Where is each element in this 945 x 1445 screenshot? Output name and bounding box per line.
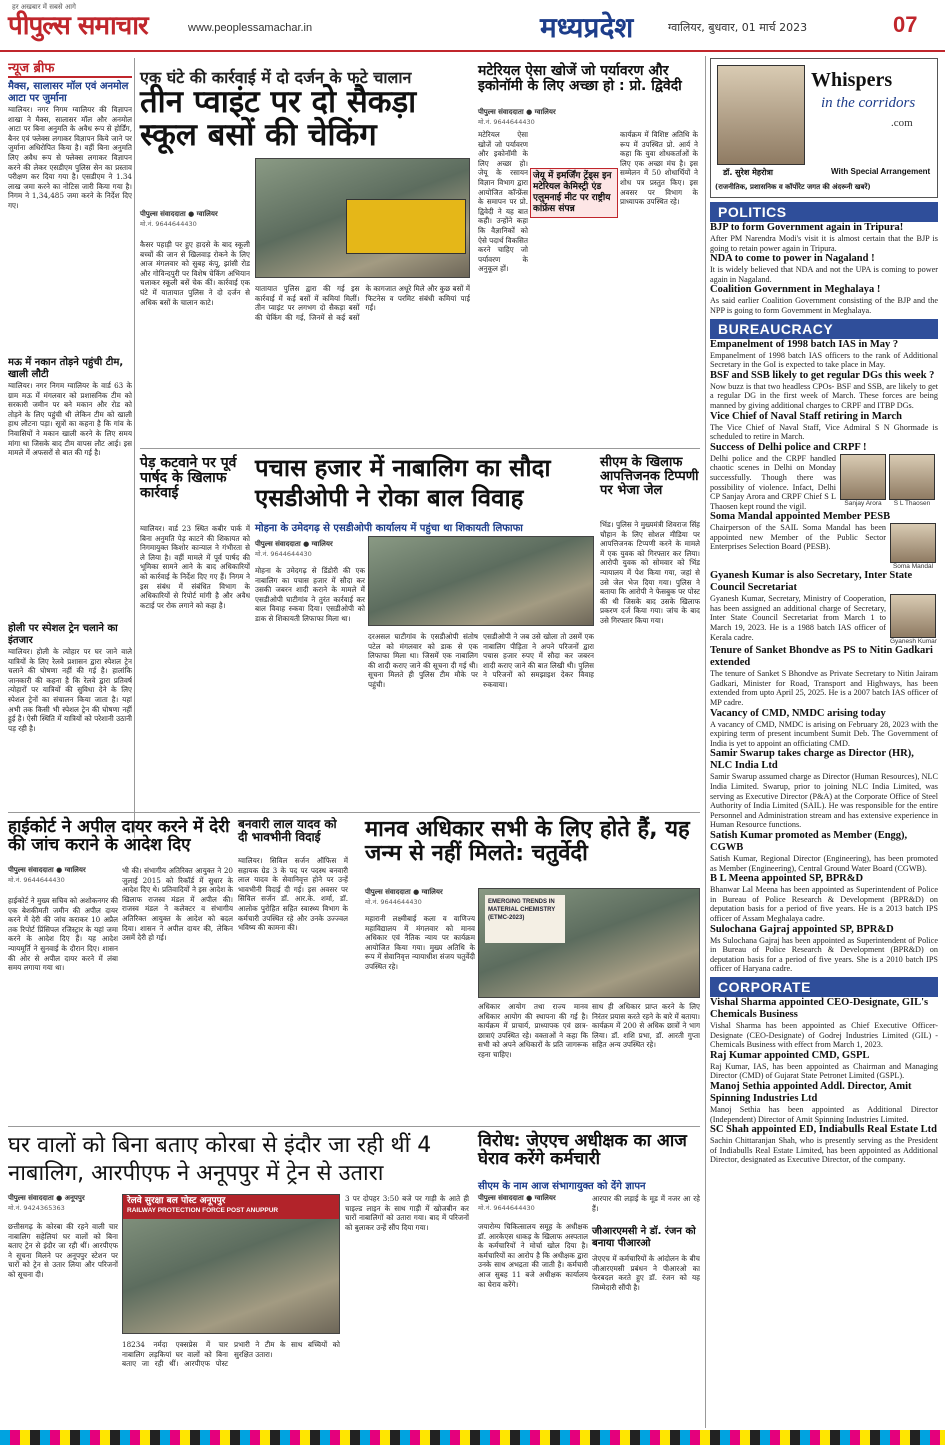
brief-text-2: ग्वालियर। नगर निगम ग्वालियर के वार्ड 63 के ग्राम मऊ में मंगलवार को प्रशासनिक टीम को सरकारी जमीन पर बने मकान और रोड को तोड़ने के लिए पहुंची थी लेकिन टीम को खाली हाथ लौटना पड़ा। सूत्रों का कहना है कि गांव के निवासियों ने मकान खाली करने के लिए समय मांगा था जिसके बाद टीम वापस लौट आई। इस मामले में अफसरों से बात की गई है। <box>8 381 132 458</box>
byline-text: पीपुल्स संवाददाता ● अनूपपुर <box>8 1194 85 1202</box>
material-byline <box>478 108 588 126</box>
bureaucracy-headline-4[interactable]: Success of Delhi police and CRPF ! <box>710 441 867 453</box>
politics-text-1: After PM Narendra Modi's visit it is almost certain that the BJP is going to retain power again in Tripura. <box>710 234 938 253</box>
sl-thaosen-photo <box>889 454 935 500</box>
material-text-1: मटेरियल ऐसा खोजें जो पर्यावरण और इकोनॉमी के लिए अच्छा हो। जेयू के रसायन विज्ञान विभाग द्वारा आयोजित कॉन्फ्रेंस के समापन पर प्रो. द्विवेदी ने यह बात कही। उन्होंने कहा कि वैज्ञानिकों को ऐसे पदार्थ विकसित करने चाहिए जो पर्यावरण के अनुकूल हों। <box>478 130 528 274</box>
farewell-headline[interactable]: बनवारी लाल यादव को दी भावभीनी विदाई <box>238 817 337 844</box>
corporate-text-2: Raj Kumar, IAS, has been appointed as Chairman and Managing Director (CMD) of Gujarat State Petronet Limited (GSPL). <box>710 1061 938 1081</box>
school-bus-kicker: एक घंटे की कार्रवाई में दो दर्जन के फटे चालान <box>140 68 412 87</box>
corporate-section-bar: CORPORATE <box>710 977 938 997</box>
child-marriage-text-1: मोहना के उमेदगढ़ से डिंडोरी की एक नाबालिग का पचास हजार में सौदा कर उसकी जबरन शादी कराने के मामले में एसडीओपी घाटीगांव ने तुरंत कार्रवाई कर बाल विवाह रुकवा दिया। एसडीओपी को डाक से शिकायती लिफाफा मिला था। <box>255 566 365 623</box>
bureaucracy-headline-7[interactable]: Tenure of Sanket Bhondve as PS to Nitin Gadkari extended <box>710 645 933 669</box>
whispers-title: Whispers <box>811 69 893 91</box>
human-rights-photo <box>478 888 700 998</box>
corporate-headline-1[interactable]: Vishal Sharma appointed CEO-Designate, GIL's Chemicals Business <box>710 996 929 1020</box>
school-bus-headline[interactable]: तीन प्वाइंट पर दो सैकड़ा स्कूल बसों की चेकिंग <box>140 84 417 154</box>
bureaucracy-headline-5[interactable]: Soma Mandal appointed Member PESB <box>710 511 891 523</box>
tree-cutting-text: ग्वालियर। वार्ड 23 स्थित कबीर पार्क में बिना अनुमति पेड़ काटने की शिकायत को निगमायुक्त किशोर कान्याल ने गंभीरता से ले लिया है। वहीं मामले में पूर्व पार्षद की भूमिका सामने आने के बाद अधिकारियों को कार्रवाई के निर्देश दिए गए हैं। निगम ने इस संबंध में संबंधित विभाग के अधिकारियों से रिपोर्ट मांगी है और अवैध कटाई पर रोक लगाने को कहा है। <box>140 524 250 610</box>
byline-phone: मो.नं. 9644644430 <box>478 118 535 126</box>
photo-caption: S L Thaosen <box>893 499 931 507</box>
grmc-pro-text: जेएएच में कर्मचारियों के आंदोलन के बीच जीआरएमसी प्रबंधन ने पीआरओ का फेरबदल करते हुए डॉ. रंजन को यह जिम्मेदारी सौंपी है। <box>592 1254 700 1292</box>
section-title: मध्यप्रदेश <box>540 11 634 44</box>
high-court-byline <box>8 866 118 884</box>
korba-text-1: छत्तीसगढ़ के कोरबा की रहने वाली चार नाबालिग सहेलियां घर वालों को बिना बताए ट्रेन से इंदौर जा रही थीं। आरपीएफ ने सूचना मिलने पर अनूपपुर स्टेशन पर चारों को ट्रेन से उतार लिया और परिजनों को सूचना दी। <box>8 1222 118 1279</box>
byline-text: पीपुल्स संवाददाता ● ग्वालियर <box>478 108 556 116</box>
cm-comment-headline[interactable]: सीएम के खिलाफ आपत्तिजनक टिप्पणी पर भेजा जेल <box>600 455 699 499</box>
bureaucracy-text-6: Gyanesh Kumar, Secretary, Ministry of Cooperation, has been assigned an additional charge of Secretary, Inter State Council Secretariat from March 1 to March 19, 2023. He is a 1988 batch IAS officer of Kerala cadre. <box>710 594 886 642</box>
byline-phone: मो.नं. 9424365363 <box>8 1204 65 1212</box>
politics-text-3: As said earlier Coalition Government consisting of the BJP and the NPP is going to form Government in Meghalaya. <box>710 296 938 315</box>
korba-text-2: 18234 नर्मदा एक्सप्रेस में चार नाबालिग लड़कियां घर वालों को बिना बताए जा रही थीं। आरपीएफ पोस्ट प्रभारी ने टीम के साथ बच्चियों को सुरक्षित उतारा। <box>122 1340 340 1369</box>
whispers-domain: .com <box>891 117 913 129</box>
cm-comment-text: भिंड। पुलिस ने मुख्यमंत्री शिवराज सिंह चौहान के लिए सोशल मीडिया पर आपत्तिजनक टिप्पणी करने के मामले में एक युवक को गिरफ्तार कर लिया। आरोपी युवक को सोमवार को भिंड न्यायालय में पेश किया गया, जहां से उसे जेल भेज दिया गया। पुलिस ने बताया कि आरोपी ने फेसबुक पर पोस्ट की थी जिसके बाद उसके खिलाफ प्रकरण दर्ज किया गया। जांच के बाद उसे गिरफ्तार किया गया। <box>600 520 700 625</box>
photo-caption: Soma Mandal <box>892 563 934 571</box>
material-text-2: कार्यक्रम में विशिष्ट अतिथि के रूप में उपस्थित प्रो. आर्य ने कहा कि युवा शोधकर्ताओं के लिए एक अच्छा मंच है। इस सम्मेलन में 50 शोधार्थियों ने शोध पत्र प्रस्तुत किए। इस अवसर पर विभाग के प्राध्यापक उपस्थित रहे। <box>620 130 698 207</box>
high-court-text-2: भी की। संभागीय अतिरिक्त आयुक्त ने 20 जुलाई 2015 को रिकॉर्ड में सुधार के आदेश दिए थे। प्रतिवादियों ने इस आदेश के खिलाफ राजस्व मंडल में अपील की। राजस्व मंडल ने कलेक्टर व संभागीय अतिरिक्त आयुक्त के आदेश को बदल दिया। शासन ने अपील दायर की, लेकिन उसमें देरी हो गई। <box>122 866 233 943</box>
rpf-sign <box>123 1195 339 1219</box>
corporate-text-4: Sachin Chittaranjan Shah, who is presently serving as the President of Indiabulls Real Estate Limited, has been appointed as Additional Director, designated as Executive Director, of the company. <box>710 1136 938 1165</box>
bureaucracy-text-8: A vacancy of CMD, NMDC is arising on February 28, 2023 with the expiring term of present incumbent Sumit Deb. The Government of India is yet to appoint an officiating CMD. <box>710 719 938 748</box>
politics-headline-2[interactable]: NDA to come to power in Nagaland ! <box>710 253 875 265</box>
print-color-strip <box>0 1430 945 1445</box>
politics-text-2: It is widely believed that NDA and not the UPA is coming to power again in Nagaland. <box>710 265 938 284</box>
human-rights-text-3: साथ ही अधिकार प्राप्त करने के लिए निरंतर प्रयास करते रहने के बारे में बताया। कार्यक्रम में 200 से अधिक छात्रों ने भाग लिया। डॉ. शशि प्रभा, डॉ. आरती गुप्ता सहित अन्य उपस्थित रहे। <box>592 1002 700 1050</box>
material-conference-headline[interactable]: मटेरियल ऐसा खोजें जो पर्यावरण और इकोनॉमी के लिए अच्छा हो : प्रो. द्विवेदी <box>478 63 682 95</box>
grmc-pro-headline[interactable]: जीआरएमसी ने डॉ. रंजन को बनाया पीआरओ <box>592 1226 696 1249</box>
farewell-text: ग्वालियर। सिविल सर्जन ऑफिस में सहायक ग्रेड 3 के पद पर पदस्थ बनवारी लाल यादव के सेवानिवृत्त होने पर उन्हें भावभीनी विदाई दी गई। इस अवसर पर सिविल सर्जन डॉ. आर.के. शर्मा, डॉ. आलोक पुरोहित सहित स्वास्थ्य विभाग के कर्मचारी उपस्थित रहे और उनके उज्ज्वल भविष्य की कामना की। <box>238 856 348 933</box>
bureaucracy-headline-6[interactable]: Gyanesh Kumar is also Secretary, Inter State Council Secretariat <box>710 570 913 594</box>
news-brief-column <box>8 58 132 838</box>
school-bus-text-2: यातायात पुलिस द्वारा की गई इस कार्रवाई में कई बसों में कमियां मिलीं। तीन प्वाइंट पर लगभग दो सैकड़ा बसों की चेकिंग की गई, जिनमें से कई बसों के कागजात अधूरे मिले और कुछ बसों में फिटनेस व परमिट संबंधी कमियां पाई गईं। <box>255 284 470 322</box>
corporate-headline-3[interactable]: Manoj Sethia appointed Addl. Director, Amit Spinning Industries Ltd <box>710 1080 912 1104</box>
corporate-text-3: Manoj Sethia has been appointed as Additional Director (Independent) Director of Amit Spinning Industries Limited. <box>710 1104 938 1124</box>
bureaucracy-text-4: Delhi police and the CRPF handled chaotic scenes in Delhi on Monday successfully. Though there was possibility of violence. Infact, Delhi CP Sanjay Arora and CRPF Chief S L Thaosen kept round the vigil. <box>710 453 836 511</box>
byline-phone: मो.नं. 9644644430 <box>365 898 422 906</box>
bureaucracy-headline-3[interactable]: Vice Chief of Naval Staff retiring in March <box>710 410 902 422</box>
bureaucracy-headline-2[interactable]: BSF and SSB likely to get regular DGs this week ? <box>710 369 935 381</box>
soma-mandal-photo <box>890 523 936 563</box>
child-marriage-text-3: एसडीओपी ने जब उसे खोला तो उसमें एक नाबालिग पीड़िता ने अपने परिजनों द्वारा पचास हजार रुपए में सौदा कर जबरन शादी कराए जाने की बात लिखी थी। पुलिस ने परिजनों को समझाइश देकर विवाह रुकवाया। <box>483 632 594 689</box>
whispers-subtitle: in the corridors <box>821 95 916 111</box>
human-rights-byline <box>365 888 475 906</box>
bureaucracy-headline-1[interactable]: Empanelment of 1998 batch IAS in May ? <box>710 338 899 350</box>
byline-phone: मो.नं. 9644644430 <box>478 1204 535 1212</box>
conference-banner: EMERGING TRENDS IN MATERIAL CHEMISTRY (ETMC-2023) <box>485 895 565 943</box>
child-marriage-subhead: मोहना के उमेदगढ़ से एसडीओपी कार्यालय में पहुंचा था शिकायती लिफाफा <box>255 523 523 534</box>
korba-rpf-headline[interactable]: घर वालों को बिना बताए कोरबा से इंदौर जा रही थीं 4 नाबालिग, आरपीएफ ने अनूपपुर में ट्रेन से उतारा <box>8 1133 432 1186</box>
bureaucracy-headline-8[interactable]: Vacancy of CMD, NMDC arising today <box>710 707 886 719</box>
byline-phone: मो.नं. 9644644430 <box>8 876 65 884</box>
tree-cutting-headline[interactable]: पेड़ कटवाने पर पूर्व पार्षद के खिलाफ कार्रवाई <box>140 455 237 502</box>
bureaucracy-text-5: Chairperson of the SAIL Soma Mandal has been appointed new Member of the Public Sector Enterprises Selection Board (PESB). <box>710 523 886 552</box>
child-marriage-text-2: दरअसल घाटीगांव के एसडीओपी संतोष पटेल को मंगलवार को डाक से एक लिफाफा मिला था। जिसमें एक नाबालिग की शादी कराए जाने की सूचना दी गई थी। सूचना मिलते ही पुलिस टीम मौके पर पहुंची। <box>368 632 478 689</box>
bureaucracy-headline-11[interactable]: B L Meena appointed SP, BPR&D <box>710 873 864 885</box>
byline-text: पीपुल्स संवाददाता ● ग्वालियर <box>478 1194 556 1202</box>
whispers-content <box>710 202 938 1428</box>
gyanesh-kumar-photo <box>890 594 936 638</box>
corporate-headline-2[interactable]: Raj Kumar appointed CMD, GSPL <box>710 1049 870 1061</box>
columnist-name: डॉ. सुरेश मेहरोत्रा <box>723 168 773 177</box>
issue-date: ग्वालियर, बुधवार, 01 मार्च 2023 <box>668 21 808 34</box>
jah-protest-byline <box>478 1194 588 1212</box>
row-divider <box>8 1126 700 1127</box>
website-url[interactable]: www.peoplessamachar.in <box>188 22 313 34</box>
byline-phone: मो.नं. 9644644430 <box>255 550 312 558</box>
photo-caption: Sanjay Arora <box>844 499 882 507</box>
child-marriage-headline-1[interactable]: पचास हजार में नाबालिग का सौदा <box>255 454 551 482</box>
human-rights-text-2: अधिकार आयोग तथा राज्य मानव अधिकार आयोग की स्थापना की गई है। कार्यक्रम में प्राचार्य, प्राध्यापक एवं छात्र-छात्राएं उपस्थित रहे। वक्ताओं ने कहा कि सभी को अपने अधिकारों के प्रति जागरूक रहना चाहिए। <box>478 1002 588 1059</box>
high-court-headline[interactable]: हाईकोर्ट ने अपील दायर करने में देरी की जांच कराने के आदेश दिए <box>8 817 230 856</box>
school-bus-photo <box>255 158 470 278</box>
politics-headline-1[interactable]: BJP to form Government again in Tripura! <box>710 222 904 233</box>
whispers-tagline: (राजनीतिक, प्रशासनिक व कॉर्पोरेट जगत की अंदरूनी खबरें) <box>715 183 871 191</box>
korba-byline <box>8 1194 118 1212</box>
child-marriage-headline-2[interactable]: एसडीओपी ने रोका बाल विवाह <box>255 484 524 512</box>
byline-text: पीपुल्स संवाददाता ● ग्वालियर <box>140 210 218 218</box>
column-divider <box>134 58 135 838</box>
row-divider <box>8 812 700 813</box>
byline-text: पीपुल्स संवाददाता ● ग्वालियर <box>8 866 86 874</box>
brief-text-3: ग्वालियर। होली के त्योहार पर घर जाने वाले यात्रियों के लिए रेलवे प्रशासन द्वारा स्पेशल ट्रेन चलाने की घोषणा नहीं की गई है। हालांकि जानकारी की कहना है कि रेलवे द्वारा प्रतिवर्ष त्योहारों पर यात्रियों की सुविधा देने के लिए स्पेशल ट्रेनों का संचालन किया जाता है। यहां अभी तक किसी भी स्पेशल ट्रेन की घोषणा नहीं हुई है। ऐसी स्थिति में यात्रियों को परेशानी उठानी पड़ रही है। <box>8 647 132 733</box>
bureaucracy-headline-9[interactable]: Samir Swarup takes charge as Director (HR), NLC India Ltd <box>710 748 914 772</box>
high-court-text-1: हाईकोर्ट ने मुख्य सचिव को अशोकनगर की एक बेशकीमती जमीन की अपील दायर करने में देरी की जांच कराकर 10 अप्रैल तक रिपोर्ट प्रिंसिपल रजिस्ट्रार के यहां जमा करने के आदेश दिए हैं। यह आदेश न्यायमूर्ति ने सुनवाई के दौरान दिए। शासन की ओर से अपील दायर करने में लंबा समय लगाया गया था। <box>8 896 118 973</box>
news-brief-label: न्यूज ब्रीफ <box>8 58 132 78</box>
school-bus-byline <box>140 210 250 228</box>
column-divider <box>705 56 706 1428</box>
rpf-station-photo <box>122 1194 340 1334</box>
corporate-text-1: Vishal Sharma has been appointed as Chief Executive Officer- Designate (CEO-Designate) of Godrej Industries Limited (GIL) -Chemicals Business with effect from March 1, 2023. <box>710 1020 938 1050</box>
child-marriage-byline <box>255 540 365 558</box>
byline-text: पीपुल्स संवाददाता ● ग्वालियर <box>365 888 443 896</box>
politics-section-bar: POLITICS <box>710 202 938 222</box>
brief-text-1: ग्वालियर। नगर निगम ग्वालियर की विज्ञापन शाखा ने मैक्स, सालासर मॉल और अनमोल आटा पर बिना अनुमति के अवैध रूप से होर्डिंग, बैनर एवं फ्लेक्स लगाकर विज्ञापन किये जाने पर जुर्माना अधिरोपित किया है। वहीं बिना अनुमति लिए अवैध रूप से फ्लेक्स लगाकर विज्ञापन करने की लेकर एसडीएम पुलिस सेन का प्रस्ताव परीक्षण कर दिया गया है। एसडीएम ने 1.34 लाख जमा करने का नोटिस जारी किया गया है। निगम ने 1,34,485 जमा करने के निर्देश दिए गए। <box>8 105 132 210</box>
bureaucracy-text-2: Now buzz is that two headless CPOs- BSF and SSB, are likely to get a regular DG in the first week of March. These forces are being manned by giving additional charges to CRPF and ITBP DGs. <box>710 381 938 410</box>
bureaucracy-text-9: Samir Swarup assumed charge as Director (Human Resources), NLC India Limited. Swarup, prior to joining NLC India Limited, was serving as Executive Director (P&A) at the Corporate Office of Steel Authority of India Limited (SAIL). He was responsible for the entire Personnel and Administration stream and has extensive experience in Human Resource functions. <box>710 772 938 830</box>
bureaucracy-text-1: Empanelment of 1998 batch IAS officers to the rank of Additional Secretary in the GoI is expected to take place in May. <box>710 350 938 370</box>
bureaucracy-headline-12[interactable]: Sulochana Gajraj appointed SP, BPR&D <box>710 923 894 935</box>
corporate-headline-4[interactable]: SC Shah appointed ED, Indiabulls Real Estate Ltd <box>710 1124 937 1136</box>
school-bus-text-1: कैसर पहाड़ी पर हुए हादसे के बाद स्कूली बच्चों की जान से खिलवाड़ रोकने के लिए आज मंगलवार को सुबह कंपू, झांसी रोड और गोविन्दपुरी पर विशेष चेकिंग अभियान चलाकर स्कूली बसें चेक कीं। कार्रवाई एक घंटे में यातायात पुलिस ने दो दर्जन से अधिक बसों के चालान काटे। <box>140 240 250 307</box>
rpf-sign-english: RAILWAY PROTECTION FORCE POST ANUPPUR <box>127 1207 279 1214</box>
byline-phone: मो.नं. 9644644430 <box>140 220 197 228</box>
sanjay-arora-photo <box>840 454 886 500</box>
bureaucracy-text-12: Ms Sulochana Gajraj has been appointed as Superintendent of Police in Bureau of Police Research & Development (BPR&D) on deputation basis for a period of five years. She is a 2010 batch IPS officer of Haryana cadre. <box>710 935 938 974</box>
page-number: 07 <box>893 12 918 37</box>
special-arrangement: With Special Arrangement <box>831 167 931 176</box>
newspaper-logo[interactable]: पीपुल्स समाचार <box>8 11 148 41</box>
jah-protest-text-2: आरपार की लड़ाई के मूड में नजर आ रहे हैं। <box>592 1194 700 1213</box>
bureaucracy-headline-10[interactable]: Satish Kumar promoted as Member (Engg), CGWB <box>710 830 908 853</box>
bureaucracy-section-bar: BUREAUCRACY <box>710 319 938 339</box>
korba-text-3: 3 पर दोपहर 3:50 बजे पर गाड़ी के आते ही चाइल्ड लाइन के साथ गाड़ी में खोजबीन कर चारों नाबालिगों को उतारा गया। बाद में परिजनों को बुलाकर उन्हें सौंप दिया गया। <box>345 1194 469 1232</box>
politics-headline-3[interactable]: Coalition Government in Meghalaya ! <box>710 284 881 296</box>
columnist-photo <box>717 65 805 165</box>
brief-headline-3[interactable]: होली पर स्पेशल ट्रेन चलाने का इंतजार <box>8 623 118 646</box>
logo-tagline: हर अखबार में सबसे आगे <box>12 3 76 11</box>
material-highlight-box: जेयू में इमर्जिंग ट्रेंड्स इन मटेरियल केमिस्ट्री एंड एलुमनाई मीट पर राष्ट्रीय कांफ्रेंस संपन्न <box>530 168 618 218</box>
jah-protest-subhead: सीएम के नाम आज संभागायुक्त को देंगे ज्ञापन <box>478 1181 646 1192</box>
jah-protest-headline[interactable]: विरोध: जेएएच अधीक्षक का आज घेराव करेंगे कर्मचारी <box>478 1131 687 1170</box>
brief-headline-1[interactable]: मैक्स, सालासर मॉल एवं अनमोल आटा पर जुर्माना <box>8 81 129 104</box>
brief-headline-2[interactable]: मऊ में नकान तोड़ने पहुंची टीम, खाली लौटी <box>8 357 124 380</box>
bureaucracy-text-3: The Vice Chief of Naval Staff, Vice Admiral S N Ghormade is scheduled to retire in March. <box>710 422 938 442</box>
rpf-sign-hindi: रेलवे सुरक्षा बल पोस्ट अनूपपुर <box>127 1196 226 1206</box>
jah-protest-text-1: जयारोग्य चिकित्सालय समूह के अधीक्षक डॉ. आरकेएस धाकड़ के खिलाफ अस्पताल के कर्मचारियों ने मोर्चा खोल दिया है। कर्मचारियों का आरोप है कि अधीक्षक द्वारा उनके साथ अभद्रता की जाती है। कर्मचारी आज सुबह 11 बजे अधीक्षक कार्यालय का घेराव करेंगे। <box>478 1222 588 1289</box>
row-divider <box>140 448 700 449</box>
human-rights-headline[interactable]: मानव अधिकार सभी के लिए होते हैं, यह जन्म से नहीं मिलते: चतुर्वेदी <box>365 817 690 866</box>
photo-caption: Gyanesh Kumar <box>890 638 937 646</box>
bureaucracy-text-11: Bhanwar Lal Meena has been appointed as Superintendent of Police in Bureau of Police Research & Development (BPR&D) on deputation basis for a period of five years. He is a 2013 batch IPS officer of Assam Meghalaya cadre. <box>710 885 938 923</box>
whispers-header-box <box>710 58 938 198</box>
bureaucracy-text-10: Satish Kumar, Regional Director (Engineering), has been promoted as Member (Engineering), Central Ground Water Board (CGWB). <box>710 854 938 873</box>
child-marriage-photo <box>368 536 594 626</box>
byline-text: पीपुल्स संवाददाता ● ग्वालियर <box>255 540 333 548</box>
bureaucracy-text-7: The tenure of Sanket S Bhondve as Private Secretary to Nitin Jairam Gadkari, Minister for Road, Transport and Highways, has been extended from upto April 25, 2025. He is a 2007 batch IAS officer of MP cadre. <box>710 669 938 708</box>
human-rights-text-1: महारानी लक्ष्मीबाई कला व वाणिज्य महाविद्यालय में मंगलवार को मानव अधिकार एवं नैतिक न्याय पर कार्यक्रम आयोजित किया गया। मुख्य अतिथि के रूप में सेवानिवृत्त न्यायाधीश संजय चतुर्वेदी उपस्थित रहे। <box>365 914 475 971</box>
